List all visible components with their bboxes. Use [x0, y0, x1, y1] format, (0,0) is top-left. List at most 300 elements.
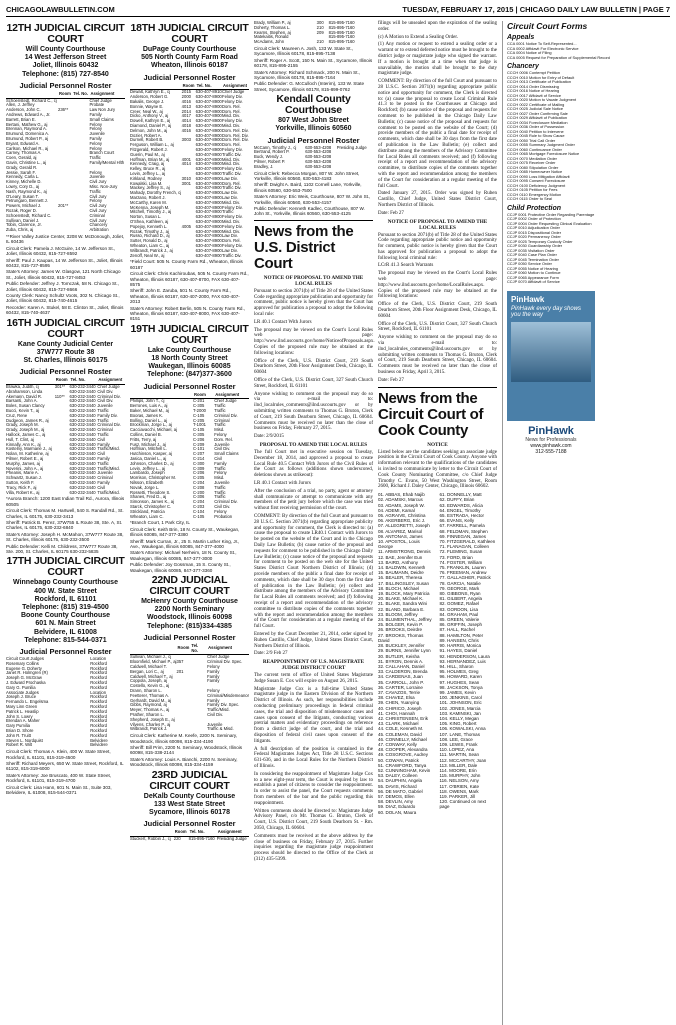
- column-header: Room: [193, 392, 212, 399]
- table-cell: 210: [317, 26, 329, 31]
- candidate-name: 55. DAVIS, Richard: [378, 784, 436, 789]
- table-cell: Traffic: [89, 190, 125, 195]
- table-cell: Civil Div.: [214, 505, 249, 510]
- court-title: 19TH JUDICIAL CIRCUIT COURT: [130, 324, 249, 346]
- paragraph: Office of the Clerk, U.S. District Court, 327 South Church Street, Rockford, IL 61101: [254, 378, 373, 390]
- form-link[interactable]: CCCH 0070 Mediation Order: [507, 157, 595, 162]
- table-cell: 4016: [182, 129, 196, 134]
- table-cell: Arbitration: [89, 228, 125, 233]
- table-row: [254, 40, 373, 45]
- table-cell: Simonson, James K., aj: [130, 500, 193, 505]
- candidate-name: 65. ESTRADA, Hector: [440, 513, 498, 518]
- table-cell: John S. Lowry: [6, 715, 90, 720]
- address-line: Belvidere, IL 61008: [6, 629, 125, 637]
- address-line: 18 North County Street: [130, 355, 249, 363]
- table-cell: 630-407-8900: [196, 129, 222, 134]
- form-link[interactable]: CCJP 0050 Service Order: [507, 262, 595, 267]
- table-cell: Collins, Daniel B.: [130, 433, 193, 438]
- candidate-name: 24. BLUMENTHAL, Jeffrey: [378, 617, 436, 622]
- table-cell: C-105: [193, 515, 212, 520]
- table-cell: 630-553-4208: [305, 160, 337, 165]
- table-cell: Felony Div.: [222, 119, 249, 124]
- table-cell: Anderson, Robert G.: [130, 95, 182, 100]
- form-link[interactable]: CCJP 0040 Case Plan Order: [507, 253, 595, 258]
- table-cell: McCann, Timothy J., cj: [254, 146, 305, 151]
- table-cell: 201: [176, 670, 190, 675]
- table-cell: Felony Div.: [222, 100, 249, 105]
- paragraph: Office of the Clerk, U.S. District Court, 327 South Church Street, Rockford, IL 61101: [378, 322, 497, 334]
- address-line: Telephone: 815-544-0371: [6, 637, 125, 645]
- table-cell: Juvenile: [97, 471, 125, 476]
- form-link[interactable]: CCCH 0013 Certificate of Publication: [507, 80, 595, 85]
- table-cell: Criminal Div.: [214, 414, 249, 419]
- table-cell: Mitchell, Timothy J., aj: [130, 210, 182, 215]
- table-cell: Family: [97, 481, 125, 486]
- table-cell: Criminal: [89, 214, 125, 219]
- table-cell: Meyer, Thomas A., aj: [130, 708, 176, 713]
- table-cell: Kinney, Michelle D.: [6, 180, 58, 185]
- table-cell: Law Div.: [222, 177, 249, 182]
- table-cell: T-2000: [193, 409, 212, 414]
- form-link[interactable]: CCCH 0080 Stipulation Order: [507, 166, 595, 171]
- candidate-name: 44. COLE, Kenneth M.: [378, 726, 436, 731]
- table-cell: Guerin, Paul M., aj: [130, 153, 182, 158]
- table-cell: C-214: [193, 457, 212, 462]
- table-cell: Booras, James K.: [130, 414, 193, 419]
- paragraph: The proposal may be viewed on the Court's Local Rules web page: http://www.ilnd.uscourts.gov/home/LocalRules.aspx. Copies of the proposed rule may be obtained at the following locations:: [378, 271, 497, 300]
- form-link[interactable]: CCCH 0034 Foreclosure Mediation: [507, 121, 595, 126]
- table-cell: Bradley, J.: [254, 165, 305, 170]
- form-link[interactable]: CCCH 0045 Rule to Show Cause: [507, 134, 595, 139]
- column-header: Assignment: [89, 91, 125, 98]
- table-cell: Fritts, Terry, aj: [130, 438, 193, 443]
- table-cell: Bucci, Kevin T., aj: [6, 409, 55, 414]
- paragraph: LR 40.1 Contact With Jurors: [254, 320, 373, 326]
- court-title: 12TH JUDICIAL CIRCUIT COURT: [6, 23, 125, 45]
- table-cell: 630-553-4208: [305, 150, 337, 155]
- roster-table: [6, 377, 125, 495]
- form-link[interactable]: CCJP 0030 Guardianship Order: [507, 244, 595, 249]
- table-cell: Joseph G. McGraw: [6, 676, 90, 681]
- states-attorney-info: State's Attorney: James W. Glasgow, 121 North Chicago St., Joliet, Illinois 60432, 815-727-8453: [6, 269, 125, 280]
- table-cell: 4001: [182, 158, 196, 163]
- candidate-list: [378, 492, 497, 815]
- candidate-name: 33. CALDERON, Brenda: [378, 669, 436, 674]
- form-link[interactable]: CCCH 0006 Contempt Petition: [507, 71, 595, 76]
- table-cell: 209: [317, 31, 329, 36]
- table-cell: Joseph J. Bruce: [6, 695, 90, 700]
- paragraph: Date: 2/9/2015: [254, 434, 373, 440]
- table-cell: Traffic/Misd.: [207, 708, 249, 713]
- candidate-name: 12. BAE, Jennifer Eun: [378, 555, 436, 560]
- candidate-name: 66. EVANS, Kelly: [440, 518, 498, 523]
- form-link[interactable]: CCCH 0055 Summary Judgment Order: [507, 143, 595, 148]
- address-line: Rockford, IL 61101: [6, 596, 125, 604]
- table-cell: Traffic/Misd.: [97, 447, 125, 452]
- table-cell: Buck, Wendy J.: [254, 155, 305, 160]
- form-link[interactable]: CCCH 0100 Deficiency Judgment: [507, 184, 595, 189]
- table-cell: Family: [214, 462, 249, 467]
- table-cell: Grady, Gerald R.: [6, 166, 58, 171]
- court-title: 17TH JUDICIAL CIRCUIT COURT: [6, 556, 125, 578]
- table-cell: Juvenile: [214, 443, 249, 448]
- candidate-name: 51. CRAWFORD, Tanya: [378, 763, 436, 768]
- ad-headline: PinHawk every day shows you the way: [511, 306, 591, 318]
- form-link[interactable]: CCJP 0001 Protective Order Regarding Parentage: [507, 213, 595, 218]
- form-link[interactable]: CCCH 0029 Affidavit of Publication: [507, 116, 595, 121]
- candidate-name: 120. Continued on next page: [440, 799, 498, 809]
- table-cell: Patrick L. Heaslip: [6, 710, 90, 715]
- table-cell: Traffic/Misd.: [97, 491, 125, 496]
- paragraph: Magistrate Judge Cox is a full-time United States magistrate judge in the Eastern Division of the Northern District of Illinois. As such, her responsibilities include conducting preliminary proceedings in federal criminal cases, the trial and disposition of misdemeanor cases and cases upon consent of the litigants, conducting various pretrial matters and evidentiary proceedings on reference from a district judge of the court, and the trial and disposition of federal civil cases upon consent of the litigants.: [254, 687, 373, 745]
- table-cell: Criminal: [97, 476, 125, 481]
- table-cell: Abrahamson, Linda: [6, 390, 55, 395]
- form-link[interactable]: CCJP 0015 Dispositional Order: [507, 231, 595, 236]
- paragraph: Date: 2/9 Feb 27: [254, 651, 373, 657]
- table-cell: T-1001: [193, 423, 212, 428]
- table-cell: Brawka, Judith, cj: [6, 385, 55, 390]
- candidate-name: 05. AGRAIVE, Christina: [378, 513, 436, 518]
- form-link[interactable]: CCCH 0090 Loss Mitigation Affidavit: [507, 175, 595, 180]
- table-cell: Nilsson, Elizabeth: [130, 481, 193, 486]
- table-cell: Traffic: [97, 419, 125, 424]
- site-url[interactable]: CHICAGOLAWBULLETIN.COM: [6, 5, 115, 14]
- public-defender-info: Public Defender: Jeffrey J. Tomczak, 58 N. Chicago St., Joliet, Illinois 60432, 815-727-8666: [6, 281, 125, 292]
- candidate-name: 114. MOORE, Erin: [440, 768, 498, 773]
- table-cell: Felony Div.: [222, 215, 249, 220]
- sheriff-info: Sheriff: Richard Meyers, 650 W. State Street, Rockford, IL 61102, 815-319-6000: [6, 761, 125, 772]
- table-cell: Rockford: [90, 662, 125, 667]
- table-cell: Pilmer, Robert E., aj: [6, 457, 55, 462]
- form-link[interactable]: CCA 0002 Affidavit For Electronic Service: [507, 47, 595, 52]
- candidate-name: 62. DUFFY, Brian: [440, 497, 498, 502]
- states-attorney-info: State's Attorney: Richard Schmack, 200 N. Main St., Sycamore, Illinois 60178, 815-895-7164: [254, 70, 373, 81]
- form-link[interactable]: CCCH 0065 Mortgage Foreclosure Notice: [507, 152, 595, 157]
- form-section-heading: Child Protection: [507, 205, 595, 212]
- column-header: Room: [176, 643, 190, 655]
- form-link[interactable]: CCCH 0050 Trial Call Order: [507, 139, 595, 144]
- table-cell: Cruz, Rene: [6, 414, 55, 419]
- table-cell: Civil: [97, 438, 125, 443]
- form-link[interactable]: CCCH 0105 Petition for Fees: [507, 188, 595, 193]
- table-cell: Felony Div.: [222, 167, 249, 172]
- table-cell: 630-232-3440: [70, 443, 98, 448]
- form-link[interactable]: CCCH 0040 Petition to Intervene: [507, 130, 595, 135]
- table-cell: Civil Jury: [89, 219, 125, 224]
- form-link[interactable]: CCCH 0022 Certificate of Mailing: [507, 103, 595, 108]
- table-cell: Jessie, Sarah F.: [6, 171, 58, 176]
- table-cell: Mackey, Jeffrey S., aj: [130, 186, 182, 191]
- candidate-name: 02. ADAMSKI, Marcus: [378, 497, 436, 502]
- table-cell: C-208: [193, 486, 212, 491]
- table-cell: C-105: [193, 428, 212, 433]
- table-row: [130, 836, 249, 841]
- column-3: [254, 21, 373, 1025]
- table-cell: Zuba, Chris, aj: [6, 228, 58, 233]
- table-cell: Eugene G. Doherty: [6, 667, 90, 672]
- table-cell: C-205: [193, 476, 212, 481]
- table-cell: Misd. Div.: [222, 220, 249, 225]
- table-cell: Dom. Rel. Div.: [222, 129, 249, 134]
- form-link[interactable]: CCCH 0075 Receiver Order: [507, 161, 595, 166]
- candidate-name: 109. LEWIS, Frank: [440, 742, 498, 747]
- candidate-name: 19. BLOCK, Mary Patricia: [378, 591, 436, 596]
- table-row: [130, 515, 249, 520]
- notice-heading: PROPOSAL TO AMEND THE LOCAL RULES: [254, 442, 373, 448]
- candidate-name: 61. DONNELLY, Matt: [440, 492, 498, 497]
- table-cell: Matekaitis, Ronald: [254, 35, 317, 40]
- form-link[interactable]: CCCH 0036 Order of Possession: [507, 125, 595, 130]
- table-cell: Gavin, Christine L., aj: [6, 161, 58, 166]
- table-cell: [58, 228, 72, 233]
- table-cell: 2014: [182, 110, 196, 115]
- table-cell: Traffic & Misd.: [207, 727, 249, 732]
- table-cell: 3001: [182, 182, 196, 187]
- table-cell: Dom. Rel.: [222, 105, 249, 110]
- table-cell: Carney, Thomas A.: [6, 151, 58, 156]
- ad-url[interactable]: www.pinhawk.com: [507, 443, 595, 449]
- pinhawk-logo-block[interactable]: [507, 425, 595, 455]
- table-cell: Caldwell, Michael T., aj: [130, 675, 176, 680]
- table-cell: 815-895-7160: [329, 35, 373, 40]
- table-cell: Dom. Rel.: [222, 110, 249, 115]
- clerk-info: Circuit Clerk: Pamela J. McGuire, 14 W. Jefferson St., Joliet, Illinois 60432, 815-727-8592: [6, 246, 125, 257]
- form-link[interactable]: CCJP 0025 Temporary Custody Order: [507, 240, 595, 245]
- table-cell: 236**: [58, 108, 72, 113]
- table-cell: Civil Jury: [89, 180, 125, 185]
- table-cell: Dudgeon, James R., aj: [6, 419, 55, 424]
- table-cell: Allen, J. Jeffrey: [6, 103, 58, 108]
- form-link[interactable]: CCJP 0004 Order Requesting Clinical Evaluation: [507, 222, 595, 227]
- table-cell: Russo, Richard D., aj: [130, 234, 182, 239]
- form-link[interactable]: CCCH 0020 Motion to Vacate Judgment: [507, 98, 595, 103]
- divider: [254, 220, 373, 221]
- form-link[interactable]: CCJP 0045 Termination Order: [507, 258, 595, 263]
- column-header: Tel. No.: [190, 643, 207, 655]
- form-link[interactable]: CCJP 0055 Notice of Hearing: [507, 267, 595, 272]
- candidate-name: 15. BAUMANN, Deidre: [378, 570, 436, 575]
- table-cell: Felony: [214, 433, 249, 438]
- table-cell: Nash, Raymond K., aj: [6, 190, 58, 195]
- candidate-name: 57. DEMOS, Ellen: [378, 794, 436, 799]
- form-link[interactable]: CCCH 0027 Order Confirming Sale: [507, 112, 595, 117]
- table-row: [130, 254, 249, 259]
- form-link[interactable]: CCA 0001 Notice To Self-Represented...: [507, 42, 595, 47]
- table-cell: Rockford: [90, 705, 125, 710]
- form-link[interactable]: CCJP 0060 Motion to Continue: [507, 271, 595, 276]
- table-cell: 630-232-3440: [70, 462, 98, 467]
- table-cell: Misd. Div.: [222, 158, 249, 163]
- table-cell: Brian D. Shore: [6, 729, 90, 734]
- table-cell: 630-553-4208: [305, 146, 337, 151]
- candidate-name: 111. MARTIN, Sean: [440, 752, 498, 757]
- table-cell: 3010: [182, 177, 196, 182]
- candidate-name: 86. GRIFFIN, Joseph: [440, 622, 498, 627]
- table-cell: C-309: [193, 467, 212, 472]
- table-cell: Traffic: [222, 210, 249, 215]
- table-cell: 300: [317, 21, 329, 26]
- table-cell: Chief Judge: [214, 399, 249, 404]
- candidate-name: 117. O'BRIEN, Kate: [440, 784, 498, 789]
- court-address: [6, 579, 125, 645]
- table-cell: 630-232-3440: [70, 409, 98, 414]
- form-link[interactable]: CCCH 0016 Notice of Hearing: [507, 89, 595, 94]
- table-cell: 630-407-8900: [196, 110, 222, 115]
- form-link[interactable]: CCCH 0060 Continuance Order: [507, 148, 595, 153]
- clerk-info: Circuit Clerk: Thomas M. Hartwell, 540 S. Randall Rd., St. Charles, IL 60175, 630-232-3413: [6, 508, 125, 519]
- table-cell: Powers, Michael J.: [6, 204, 58, 209]
- table-cell: O'Leary, Susan T.: [6, 195, 58, 200]
- table-cell: Lowry, Cory D., aj: [6, 185, 58, 190]
- table-cell: Bolling, Daniel L., aj: [130, 419, 193, 424]
- candidate-name: 46. CONNELLY, Michael: [378, 737, 436, 742]
- table-cell: Brumund, Robert P., aj: [6, 137, 58, 142]
- table-row: [6, 228, 125, 233]
- table-cell: C-209: [193, 443, 212, 448]
- table-cell: Kirkland, Rodney: [130, 177, 182, 182]
- column-4: [378, 21, 497, 1025]
- table-cell: Small Claims: [214, 452, 249, 457]
- candidate-name: 75. FRANKLIN, Lauren: [440, 565, 498, 570]
- table-cell: C-306: [193, 495, 212, 500]
- sheriff-info: Sheriff: Bill Prim, 2200 N. Seminary, Woodstock, Illinois 60098, 815-338-2144: [130, 745, 249, 756]
- form-link[interactable]: CCCH 0025 Judicial Sale Notice: [507, 107, 595, 112]
- table-cell: Rockford: [90, 729, 125, 734]
- table-cell: Felony: [89, 142, 125, 147]
- notice-heading: NOTICE OF PROPOSAL TO AMEND THE LOCAL RULES: [378, 219, 497, 231]
- address-line: 807 West John Street: [254, 117, 373, 125]
- table-cell: Misc. Non-Jury: [89, 185, 125, 190]
- table-cell: Bonnie, Wayne E.: [130, 105, 182, 110]
- candidate-name: 98. JACKSON, Tonya: [440, 685, 498, 690]
- table-cell: Felony: [207, 689, 249, 694]
- table-cell: Family Div. Spec.: [207, 703, 249, 708]
- notice-heading: NOTICE: [378, 442, 497, 448]
- table-cell: C-305: [193, 433, 212, 438]
- form-link[interactable]: CCCH 0017 Affidavit of Service: [507, 94, 595, 99]
- court-address: [6, 341, 125, 366]
- address-line: Lake County Courthouse: [130, 347, 249, 355]
- paragraph: A full description of the position is contained in the Federal Magistrates Judges Act, Title 28 U.S.C. Sections 631-636, and in the Local Rules for the Northern District of Illinois.: [254, 747, 373, 770]
- table-cell: 815-895-7160: [329, 21, 373, 26]
- form-link[interactable]: CCJP 0002 Order of Protection: [507, 217, 595, 222]
- table-cell: 630-232-3440: [70, 399, 98, 404]
- table-cell: Civil Div.: [214, 447, 249, 452]
- candidate-name: 04. ADEMI, Kamal: [378, 508, 436, 513]
- table-cell: Tracy, Rick F., aj: [6, 486, 55, 491]
- table-cell: Carlson, Michael R., aj: [6, 147, 58, 152]
- table-cell: Sutter, Ronald D., aj: [130, 239, 182, 244]
- table-cell: C-201: [193, 399, 212, 404]
- table-cell: Bertrand, Robert P.: [254, 150, 305, 155]
- candidate-name: 43. CLARK, Michael: [378, 721, 436, 726]
- table-cell: Felony: [214, 510, 249, 515]
- candidate-name: 03. ADAMS, Joseph W.: [378, 503, 436, 508]
- table-cell: Family: [89, 113, 125, 118]
- form-link[interactable]: CCJP 0065 Appearance Form: [507, 276, 595, 281]
- table-cell: Brendan A. Maher: [6, 719, 90, 724]
- candidate-name: 21. BLAKE, Sandra Wini: [378, 601, 436, 606]
- table-cell: Rossetti, Theodore S.: [130, 491, 193, 496]
- address-line: Joliet, Illinois 60432: [6, 62, 125, 70]
- table-cell: Presiding Judge: [217, 836, 249, 841]
- table-cell: Schoenstedt, Richard C., cj: [6, 98, 58, 103]
- form-link[interactable]: CCJP 0035 Visitation Order: [507, 249, 595, 254]
- table-cell: Location: [90, 691, 125, 696]
- footnote: *Branch Court, 1 Park City, IL: [130, 520, 249, 525]
- table-cell: 630-407-8900: [196, 105, 222, 110]
- form-link[interactable]: CCCH 0010 Motion for Entry of Default: [507, 76, 595, 81]
- table-cell: Branch Court: [89, 151, 125, 156]
- table-cell: 630-407-8900: [196, 114, 222, 119]
- candidate-name: 20. BLAKE, Michael K.: [378, 596, 436, 601]
- table-cell: Belvidere: [90, 743, 125, 748]
- address-line: 14 West Jefferson Street: [6, 54, 125, 62]
- pinhawk-ad[interactable]: [507, 291, 595, 421]
- form-link[interactable]: CCA 0005 Request for Preparation of Supplemental Record: [507, 56, 595, 61]
- table-cell: Bryant, Edward A.: [6, 142, 58, 147]
- table-cell: 630-407-8900: [196, 172, 222, 177]
- form-link[interactable]: CCCH 0110 Emergency Motion: [507, 193, 595, 198]
- address-line: Telephone: (847)377-3600: [130, 371, 249, 379]
- address-line: DuPage County Courthouse: [130, 46, 249, 54]
- page-header: [6, 4, 670, 17]
- candidate-name: 30. BUTLER, Keisha: [378, 654, 436, 659]
- form-link[interactable]: CCCH 0085 Homeowner Notice: [507, 170, 595, 175]
- table-cell: 630-232-3440: [70, 414, 98, 419]
- column-header: Assignment: [217, 829, 249, 836]
- table-cell: Criminal Div. Spec.: [207, 660, 249, 665]
- form-link[interactable]: CCCH 0115 Order to Seal: [507, 197, 595, 202]
- column-header: Tel. No.: [72, 91, 89, 98]
- table-cell: 357: [176, 660, 190, 665]
- table-cell: C-206: [193, 438, 212, 443]
- table-cell: Chief Judge: [207, 655, 249, 660]
- candidate-name: 119. PARKER, Jill: [440, 794, 498, 799]
- table-cell: 630-407-8900: [196, 182, 222, 187]
- table-cell: Ferguson, William L., aj: [130, 143, 182, 148]
- form-link[interactable]: CCCH 0014 Order Dismissing: [507, 85, 595, 90]
- form-link[interactable]: CCJP 0010 Adjudication Order: [507, 226, 595, 231]
- table-cell: Costello, Kevin G., aj: [130, 684, 176, 689]
- court-address: [130, 347, 249, 380]
- form-link[interactable]: CCJP 0020 Permanency Order: [507, 235, 595, 240]
- table-header-row: [130, 643, 249, 655]
- public-defender-info: Public Defender: Kenneth Kadlec, Courthouse, 807 W. John St., Yorkville, Illinois 60560, 630-553-4125: [254, 206, 373, 217]
- paragraph: Dated January 27, 2015. Order was signed by Ruben Castillo, Chief Judge, United States District Court, Northern District of Illinois.: [378, 191, 497, 208]
- address-line: Winnebago County Courthouse: [6, 579, 125, 587]
- table-cell: Kennedy, Craig, aj: [130, 162, 182, 167]
- form-link[interactable]: CCCH 0095 Consent Foreclosure: [507, 179, 595, 184]
- form-link[interactable]: CCJP 0070 Affidavit of Service: [507, 280, 595, 285]
- candidate-name: 39. CHEN, Yuanying: [378, 700, 436, 705]
- sidebar-forms: [502, 21, 595, 1025]
- table-cell: Wheaton, Liam C.: [130, 515, 193, 520]
- table-cell: Nolan, M. Katherine, aj: [6, 452, 55, 457]
- candidate-name: 31. BYRON, Dennis A.: [378, 659, 436, 664]
- table-cell: Grady, Joseph M.: [6, 423, 55, 428]
- candidate-name: 14. BALDWIN, Kenneth: [378, 565, 436, 570]
- table-cell: 110**: [55, 395, 70, 400]
- table-cell: Juvenile: [214, 481, 249, 486]
- table-cell: Presiding Judge: [337, 146, 373, 151]
- table-cell: Criminal Div.: [97, 395, 125, 400]
- form-link[interactable]: CCA 0004 Notice of Filing: [507, 51, 595, 56]
- table-cell: [176, 727, 190, 732]
- table-cell: Belvidere: [90, 739, 125, 744]
- table-cell: 630-232-3440: [70, 428, 98, 433]
- candidate-name: 35. CARROLL, John P.: [378, 680, 436, 685]
